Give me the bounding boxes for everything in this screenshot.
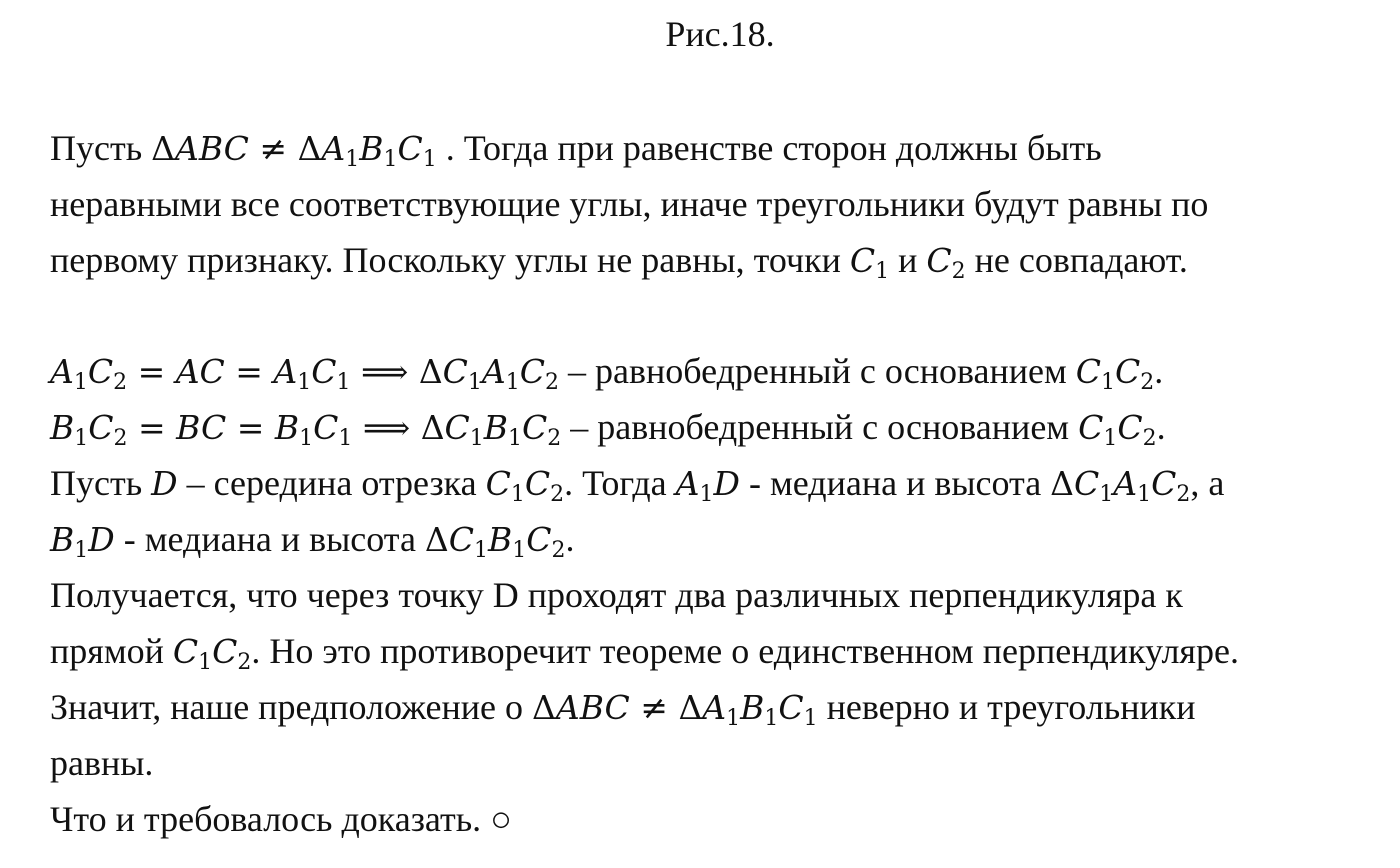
- text-fragment: Что и требовалось доказать. ○: [50, 799, 512, 839]
- math-equality-chain-b: $B_1C_2$ = BC = $B_1C_1$ ⟹ $\Delta C_1B_1C_2$: [50, 408, 562, 451]
- text-line: [50, 176, 1395, 232]
- text-line: [50, 120, 1395, 176]
- text-fragment: прямой: [50, 631, 173, 671]
- math-point-d: D: [151, 464, 178, 503]
- math-triangle-c1b1c2: $\Delta C_1B_1C_2$: [424, 520, 566, 563]
- text-line: [50, 679, 1395, 735]
- text-fragment: не совпадают.: [965, 240, 1188, 280]
- text-line: $B_1C_2$ = BC = $B_1C_1$ ⟹ $\Delta C_1B_1C_2$ – равнобедренный с основанием $C_1C_2$.: [50, 407, 1166, 451]
- text-line: [50, 735, 1395, 791]
- math-triangle-inequality: $\Delta ABC \ne \Delta A_1B_1C_1$: [532, 688, 818, 731]
- text-fragment: первому признаку. Поскольку углы не равны, точки: [50, 240, 850, 280]
- text-fragment: равны.: [50, 743, 154, 783]
- paragraph-gap: [50, 288, 1395, 343]
- text-fragment: Пусть: [50, 128, 152, 168]
- math-segment-c1c2: $C_1C_2$: [1078, 408, 1157, 451]
- math-equality-chain-a: $A_1C_2$ = AC = $A_1C_1$ ⟹ $\Delta C_1A_1C_2$: [50, 352, 560, 395]
- math-segment-c1c2: $C_1C_2$: [1075, 352, 1155, 395]
- text-fragment: Пусть: [50, 463, 152, 503]
- text-line: [50, 455, 1395, 511]
- text-fragment: неравными все соответствующие углы, иначе треугольники будут равны по: [50, 184, 1209, 224]
- math-point-c1: $C_1$: [849, 241, 890, 284]
- text-line: $A_1C_2$ = AC = $A_1C_1$ ⟹ $\Delta C_1A_1C_2$ – равнобедренный с основанием $C_1C_2$.: [50, 351, 1164, 395]
- text-fragment: и: [889, 240, 927, 280]
- text-fragment: – равнобедренный с основанием: [561, 407, 1079, 447]
- assumption-paragraph: [50, 120, 1395, 288]
- text-fragment: - медиана и высота: [114, 519, 425, 559]
- text-fragment: Получается, что через точку D проходят два различных перпендикуляра к: [50, 575, 1183, 615]
- math-segment-c1c2: $C_1C_2$: [485, 464, 565, 507]
- text-line: [50, 232, 1395, 288]
- conclusion-line: [50, 791, 1395, 847]
- proof-paragraph: [50, 343, 1395, 847]
- text-fragment: – равнобедренный с основанием: [559, 351, 1076, 391]
- text-fragment: Значит, наше предположение о: [50, 687, 533, 727]
- math-triangle-inequality: $\Delta ABC \ne \Delta A_1B_1C_1$: [151, 129, 437, 172]
- math-segment-b1d: $B_1D$: [50, 520, 115, 563]
- text-fragment: - медиана и высота: [739, 463, 1051, 503]
- text-fragment: – середина отрезка: [177, 463, 486, 503]
- proof-text: [50, 120, 1395, 847]
- text-line: $B_1D$ - медиана и высота $\Delta C_1B_1C_2$.: [50, 519, 575, 563]
- math-point-c2: $C_2$: [926, 241, 966, 284]
- text-fragment: , а: [1190, 463, 1225, 503]
- text-line: [50, 623, 1395, 679]
- math-triangle-c1a1c2: $\Delta C_1A_1C_2$: [1050, 464, 1191, 507]
- text-fragment: . Тогда: [564, 463, 676, 503]
- math-line-c1c2: $C_1C_2$: [172, 632, 252, 675]
- text-line: [50, 567, 1395, 623]
- text-fragment: . Но это противоречит теореме о единственном перпендикуляре.: [251, 631, 1239, 671]
- text-fragment: . Тогда при равенстве сторон должны быть: [436, 128, 1102, 168]
- math-segment-a1d: $A_1D$: [675, 464, 740, 507]
- figure-caption: Рис.18.: [665, 14, 775, 54]
- text-fragment: неверно и треугольники: [817, 687, 1196, 727]
